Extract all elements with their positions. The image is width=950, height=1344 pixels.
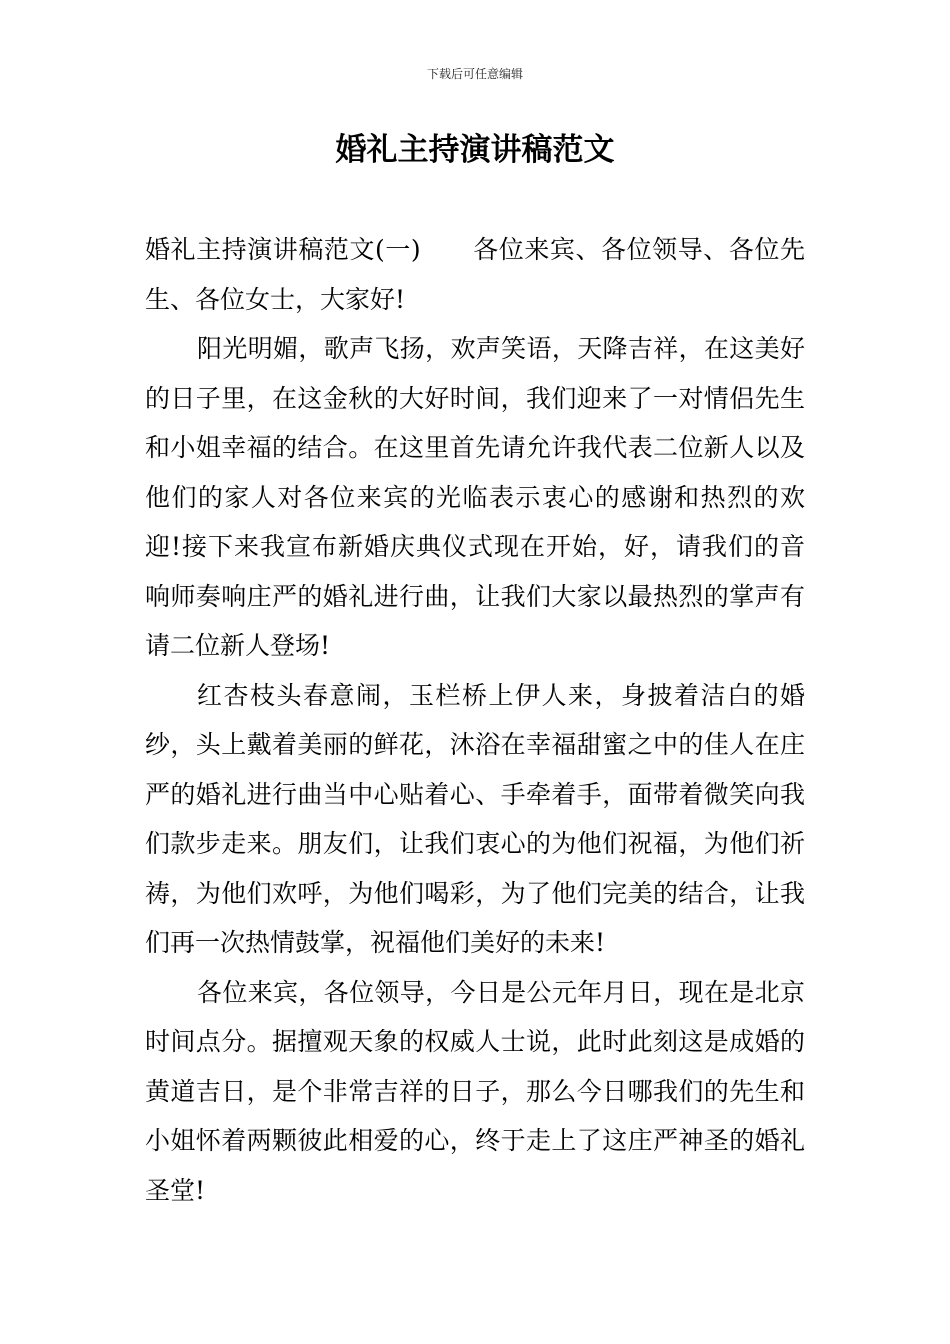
paragraph-3: 各位来宾，各位领导，今日是公元年月日，现在是北京时间点分。据擅观天象的权威人士说，此时此刻这是成婚的黄道吉日，是个非常吉祥的日子，那么今日哪我们的先生和小姐怀着两颗彼此相爱的心，终于走上了这庄严神圣的婚礼圣堂!	[145, 977, 805, 1205]
paragraph-1: 阳光明媚，歌声飞扬，欢声笑语，天降吉祥，在这美好的日子里，在这金秋的大好时间，我们迎来了一对情侣先生和小姐幸福的结合。在这里首先请允许我代表二位新人以及他们的家人对各位来宾的光临表示衷心的感谢和热烈的欢迎!接下来我宣布新婚庆典仪式现在开始，好，请我们的音响师奏响庄严的婚礼进行曲，让我们大家以最热烈的掌声有请二位新人登场!	[145, 334, 805, 660]
intro-text: 各位来宾、各位领导、各位先生、各位女士，大家好!	[145, 235, 805, 314]
intro-heading: 婚礼主持演讲稿范文(一)	[145, 235, 421, 264]
header-note: 下载后可任意编辑	[426, 67, 523, 81]
document-title: 婚礼主持演讲稿范文	[335, 132, 615, 168]
document-body	[145, 225, 805, 1215]
intro-paragraph	[145, 225, 805, 324]
paragraph-2: 红杏枝头春意闹，玉栏桥上伊人来，身披着洁白的婚纱，头上戴着美丽的鲜花，沐浴在幸福甜蜜之中的佳人在庄严的婚礼进行曲当中心贴着心、手牵着手，面带着微笑向我们款步走来。朋友们，让我们衷心的为他们祝福，为他们祈祷，为他们欢呼，为他们喝彩，为了他们完美的结合，让我们再一次热情鼓掌，祝福他们美好的未来!	[145, 680, 805, 957]
